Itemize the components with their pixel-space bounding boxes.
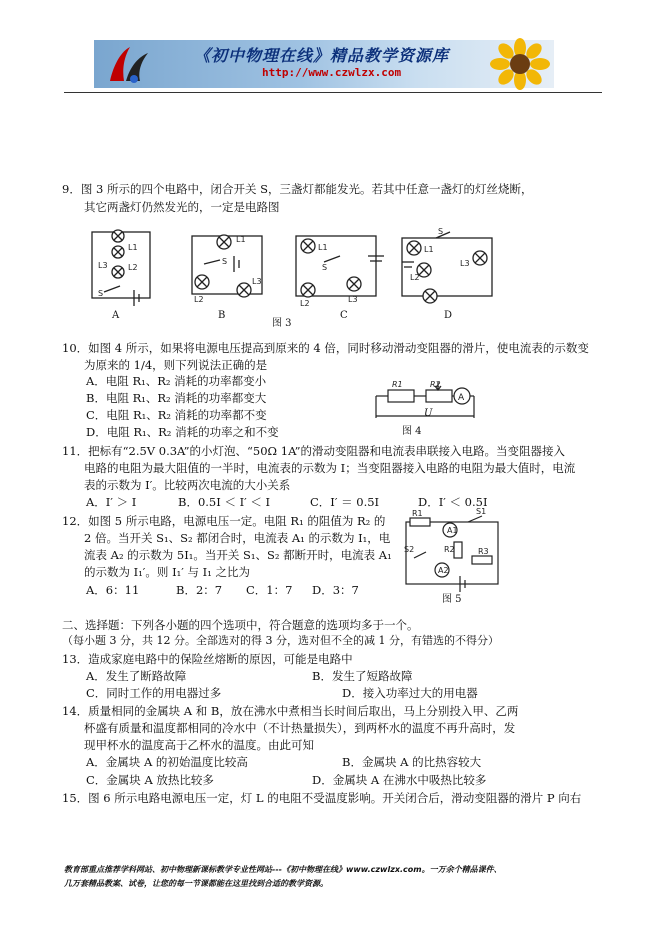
q14-line3: 现甲杯水的温度高于乙杯水的温度。由此可知 <box>84 738 314 752</box>
svg-text:A1: A1 <box>447 526 458 535</box>
svg-text:S: S <box>98 289 104 298</box>
q15-line1: 15．图 6 所示电路电源电压一定，灯 L 的电阻不受温度影响。开关闭合后，滑动变阻器的滑片 P 向右 <box>62 791 582 805</box>
q12-line1: 12．如图 5 所示电路，电源电压一定。电阻 R₁ 的阻值为 R₂ 的 <box>62 514 386 528</box>
q12-option-d[interactable]: D．3：7 <box>312 583 359 597</box>
q11-line1: 11．把标有“2.5V 0.3A”的小灯泡、“50Ω 1A”的滑动变阻器和电流表串联接入电路。当变阻器接入 <box>62 444 566 458</box>
figure-5-caption: 图 5 <box>442 594 462 605</box>
fig3-label-c: C <box>340 310 348 321</box>
svg-text:L1: L1 <box>128 243 138 252</box>
svg-text:S: S <box>322 263 328 272</box>
q9-line1: 9．图 3 所示的四个电路中，闭合开关 S，三盏灯都能发光。若其中任意一盏灯的灯丝烧断， <box>62 182 533 196</box>
q10-line2: 为原来的 1/4，则下列说法正确的是 <box>84 358 268 372</box>
svg-text:L2: L2 <box>128 263 138 272</box>
q13-line1: 13．造成家庭电路中的保险丝熔断的原因，可能是电路中 <box>62 652 353 666</box>
svg-text:A2: A2 <box>438 566 449 575</box>
section2-title: 二、选择题：下列各小题的四个选项中，符合题意的选项均多于一个。 <box>62 618 419 632</box>
svg-text:A: A <box>458 393 465 403</box>
q14-option-d[interactable]: D．金属块 A 在沸水中吸热比较多 <box>312 773 487 787</box>
svg-text:L1: L1 <box>318 243 328 252</box>
q14-option-b[interactable]: B．金属块 A 的比热容较大 <box>342 755 482 769</box>
footer-line1: 教育部重点推荐学科网站、初中物理新课标教学专业性网站---《初中物理在线》www.czwlzx.com。一万余个精品课件、 <box>64 865 502 874</box>
q10-option-d[interactable]: D．电阻 R₁、R₂ 消耗的功率之和不变 <box>86 425 279 439</box>
site-logo <box>104 43 164 85</box>
q11-line3: 表的示数为 I′。比较两次电流的大小关系 <box>84 478 291 492</box>
figure-4-voltage-label: U <box>424 408 433 419</box>
svg-text:R1: R1 <box>392 380 403 389</box>
svg-text:L3: L3 <box>460 259 470 268</box>
q12-option-b[interactable]: B．2：7 <box>176 583 223 597</box>
q13-option-a[interactable]: A．发生了断路故障 <box>86 669 187 683</box>
svg-text:L2: L2 <box>410 273 420 282</box>
svg-text:L1: L1 <box>236 235 246 244</box>
svg-text:S: S <box>222 257 228 266</box>
q11-option-a[interactable]: A．I′ ＞ I <box>86 495 137 509</box>
svg-text:S1: S1 <box>476 507 487 516</box>
q10-option-b[interactable]: B．电阻 R₁、R₂ 消耗的功率都变大 <box>86 391 267 405</box>
svg-text:L3: L3 <box>252 277 262 286</box>
figure-3-caption: 图 3 <box>272 318 292 329</box>
fig3-label-b: B <box>218 310 226 321</box>
q12-line4: 的示数为 I₁′。则 I₁′ 与 I₁ 之比为 <box>84 565 250 579</box>
svg-text:L2: L2 <box>300 299 310 308</box>
svg-text:R3: R3 <box>478 547 489 556</box>
q10-option-c[interactable]: C．电阻 R₁、R₂ 消耗的功率都不变 <box>86 408 267 422</box>
svg-text:R2: R2 <box>444 545 455 554</box>
q13-option-c[interactable]: C．同时工作的用电器过多 <box>86 686 222 700</box>
header-divider <box>64 92 602 93</box>
svg-text:R1: R1 <box>412 509 423 518</box>
svg-text:L1: L1 <box>424 245 434 254</box>
q14-option-a[interactable]: A．金属块 A 的初始温度比较高 <box>86 755 248 769</box>
fig3-label-d: D <box>444 310 453 321</box>
q13-option-d[interactable]: D．接入功率过大的用电器 <box>342 686 478 700</box>
header-url[interactable]: http://www.czwlzx.com <box>262 66 402 79</box>
fig3-label-a: A <box>112 310 120 321</box>
sunflower-image <box>486 40 554 88</box>
q12-line3: 流表 A₂ 的示数为 5I₁。当开关 S₁、S₂ 都断开时，电流表 A₁ <box>84 548 392 562</box>
q10-option-a[interactable]: A．电阻 R₁、R₂ 消耗的功率都变小 <box>86 374 267 388</box>
q14-option-c[interactable]: C．金属块 A 放热比较多 <box>86 773 214 787</box>
q14-line1: 14．质量相同的金属块 A 和 B，放在沸水中煮相当长时间后取出，马上分别投入甲、乙两 <box>62 704 519 718</box>
section2-note: （每小题 3 分，共 12 分。全部选对的得 3 分，选对但不全的减 1 分，有错选的不得分） <box>62 634 499 647</box>
q11-option-d[interactable]: D．I′ ＜ 0.5I <box>418 495 488 509</box>
svg-text:S2: S2 <box>404 545 415 554</box>
figure-5-circuit <box>398 507 506 592</box>
header-banner <box>94 40 554 88</box>
q12-line2: 2 倍。当开关 S₁、S₂ 都闭合时，电流表 A₁ 的示数为 I₁，电 <box>84 531 391 545</box>
q11-line2: 电路的电阻为最大阻值的一半时，电流表的示数为 I；当变阻器接入电路的电阻为最大值时，电流 <box>84 461 576 475</box>
q9-line2: 其它两盏灯仍然发光的，一定是电路图 <box>84 200 280 214</box>
q11-option-c[interactable]: C．I′ ＝ 0.5I <box>310 495 380 509</box>
header-title: 《初中物理在线》精品教学资源库 <box>194 46 450 65</box>
q11-option-b[interactable]: B．0.5I ＜ I′ ＜ I <box>178 495 271 509</box>
svg-text:L3: L3 <box>348 295 358 304</box>
q13-option-b[interactable]: B．发生了短路故障 <box>312 669 413 683</box>
q14-line2: 杯盛有质量和温度都相同的冷水中（不计热量损失），到两杯水的温度不再升高时，发 <box>84 721 516 735</box>
svg-text:R2: R2 <box>430 380 441 389</box>
q12-option-a[interactable]: A．6：11 <box>86 583 140 597</box>
figure-4-caption: 图 4 <box>402 426 422 437</box>
svg-text:L3: L3 <box>98 261 108 270</box>
svg-text:S: S <box>438 227 444 236</box>
figure-3-circuits <box>84 222 504 332</box>
q12-option-c[interactable]: C．1：7 <box>246 583 293 597</box>
svg-text:L2: L2 <box>194 295 204 304</box>
footer-line2: 几万套精品教案、试卷，让您的每一节课都能在这里找到合适的教学资源。 <box>64 879 328 888</box>
q10-line1: 10．如图 4 所示，如果将电源电压提高到原来的 4 倍，同时移动滑动变阻器的滑片，使电流表的示数变 <box>62 341 589 355</box>
